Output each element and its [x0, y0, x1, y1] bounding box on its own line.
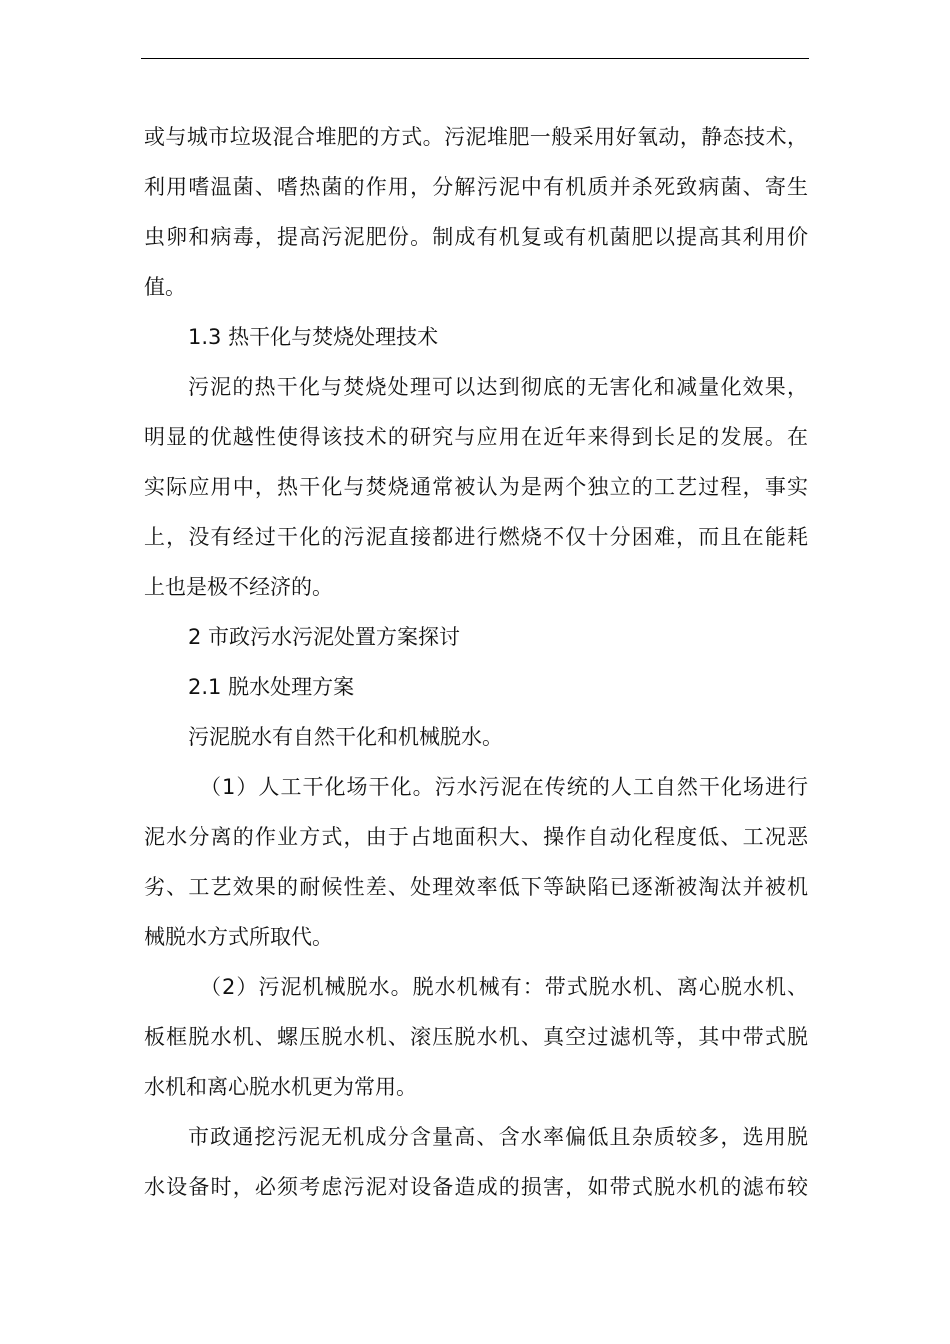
section-heading-2 [144, 612, 808, 662]
heading-text: 1.3 热干化与焚烧处理技术 [188, 325, 439, 349]
heading-text: 2.1 脱水处理方案 [188, 675, 355, 699]
text-line: 水机和离心脱水机更为常用。 [144, 1075, 417, 1099]
text-line: 污泥脱水有自然干化和机械脱水。 [188, 725, 503, 749]
paragraph-thermal-drying [144, 362, 808, 612]
header-rule [141, 58, 809, 59]
text-line: 利用嗜温菌、嗜热菌的作用，分解污泥中有机质并杀死致病菌、寄生 [144, 175, 808, 199]
paragraph-dewatering-intro [144, 712, 808, 762]
document-body [144, 112, 808, 1212]
heading-text: 2 市政污水污泥处置方案探讨 [188, 625, 461, 649]
section-heading-1-3 [144, 312, 808, 362]
text-line: 上，没有经过干化的污泥直接都进行燃烧不仅十分困难，而且在能耗 [144, 525, 808, 549]
text-line: 明显的优越性使得该技术的研究与应用在近年来得到长足的发展。在 [144, 425, 808, 449]
text-line: 或与城市垃圾混合堆肥的方式。污泥堆肥一般采用好氧动，静态技术， [144, 125, 808, 149]
text-line: 上也是极不经济的。 [144, 575, 333, 599]
paragraph-municipal-sludge [144, 1112, 808, 1212]
text-line: 泥水分离的作业方式，由于占地面积大、操作自动化程度低、工况恶 [144, 825, 808, 849]
text-line: 实际应用中，热干化与焚烧通常被认为是两个独立的工艺过程，事实 [144, 475, 808, 499]
text-line: 劣、工艺效果的耐候性差、处理效率低下等缺陷已逐渐被淘汰并被机 [144, 875, 808, 899]
text-line: 值。 [144, 275, 186, 299]
paragraph-composting [144, 112, 808, 312]
text-line: （2）污泥机械脱水。脱水机械有：带式脱水机、离心脱水机、 [200, 975, 808, 999]
text-line: 水设备时，必须考虑污泥对设备造成的损害，如带式脱水机的滤布较 [144, 1175, 808, 1199]
text-line: 污泥的热干化与焚烧处理可以达到彻底的无害化和减量化效果， [188, 375, 808, 399]
paragraph-mechanical-dewatering [144, 962, 808, 1112]
text-line: 械脱水方式所取代。 [144, 925, 333, 949]
section-heading-2-1 [144, 662, 808, 712]
text-line: 市政通挖污泥无机成分含量高、含水率偏低且杂质较多，选用脱 [188, 1125, 808, 1149]
text-line: 虫卵和病毒，提高污泥肥份。制成有机复或有机菌肥以提高其利用价 [144, 225, 808, 249]
text-line: 板框脱水机、螺压脱水机、滚压脱水机、真空过滤机等，其中带式脱 [144, 1025, 808, 1049]
text-line: （1）人工干化场干化。污水污泥在传统的人工自然干化场进行 [200, 775, 808, 799]
paragraph-manual-drying [144, 762, 808, 962]
